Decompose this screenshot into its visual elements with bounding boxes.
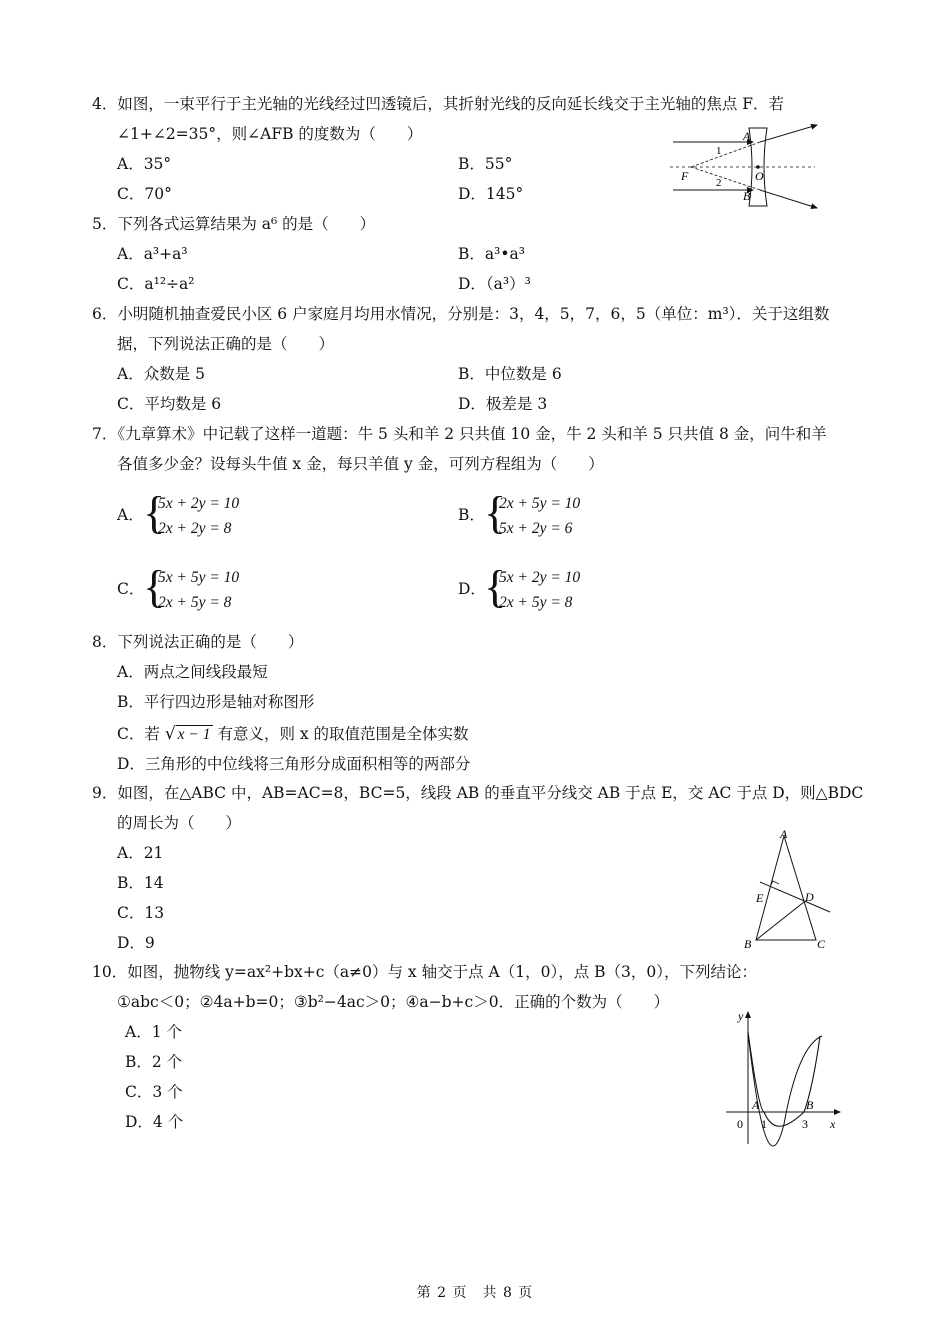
page-footer: 第 2 页 共 8 页	[416, 1285, 534, 1301]
q10-parabola-figure	[722, 1006, 847, 1148]
q9-label-c: C	[817, 937, 826, 951]
q5-option-b: B．a³•a³	[458, 245, 525, 263]
q8-sqrt-sign: √	[164, 724, 176, 744]
q7-stem-line1: 7．《九章算术》中记载了这样一道题：牛 5 头和羊 2 只共值 10 金，牛 2 头和羊 5 只共值 8 金，问牛和羊	[92, 425, 827, 443]
q10-label-1: 1	[761, 1117, 767, 1131]
q9-label-d: D	[805, 890, 814, 904]
q10-option-d: D．4 个	[125, 1113, 184, 1131]
q5-option-c: C．a¹²÷a²	[117, 275, 195, 293]
q10-label-y: y	[738, 1009, 744, 1023]
q8-option-c	[117, 722, 469, 744]
q7-option-b-brace: {	[484, 487, 507, 538]
q10-label-3: 3	[802, 1117, 808, 1131]
q7-a-eq2: 2x + 2y = 8	[158, 520, 232, 537]
q7-option-a-system	[158, 491, 239, 541]
q7-option-d-system	[499, 565, 580, 615]
q8-option-d: D．三角形的中位线将三角形分成面积相等的两部分	[117, 755, 471, 773]
q9-label-e: E	[756, 891, 764, 905]
q6-stem-line2: 据，下列说法正确的是（ ）	[117, 335, 335, 353]
q8-sqrt-radicand: x − 1	[177, 726, 211, 743]
q4-label-b: B	[743, 189, 751, 203]
q7-option-c-label: C．	[117, 580, 145, 598]
q9-label-b: B	[744, 937, 752, 951]
q4-label-a: A	[743, 129, 751, 143]
q4-option-a: A．35°	[117, 155, 172, 173]
q4-option-b: B．55°	[458, 155, 513, 173]
q5-option-d: D．（a³）³	[458, 275, 531, 293]
q4-lens-figure	[665, 120, 825, 215]
q7-c-eq2: 2x + 5y = 8	[158, 594, 232, 611]
q4-label-f: F	[681, 169, 689, 183]
q6-option-a: A．众数是 5	[117, 365, 205, 383]
q10-option-b: B．2 个	[125, 1053, 183, 1071]
q10-stem-line1: 10．如图，抛物线 y=ax²+bx+c（a≠0）与 x 轴交于点 A（1，0），点 B（3，0），下列结论：	[92, 963, 757, 981]
q6-stem-line1: 6．小明随机抽查爱民小区 6 户家庭月均用水情况，分别是：3，4，5，7，6，5（单位：m³）．关于这组数	[92, 305, 830, 323]
q8-option-c-prefix: C．若	[117, 725, 160, 743]
q9-stem-line1: 9．如图，在△ABC 中，AB=AC=8，BC=5，线段 AB 的垂直平分线交 AB 于点 E，交 AC 于点 D，则△BDC	[92, 784, 864, 802]
q7-option-a-brace: {	[143, 487, 166, 538]
q7-d-eq2: 2x + 5y = 8	[499, 594, 573, 611]
q4-stem-line1: 4．如图，一束平行于主光轴的光线经过凹透镜后，其折射光线的反向延长线交于主光轴的焦点 F．若	[92, 95, 785, 113]
q7-c-eq1: 5x + 5y = 10	[158, 569, 240, 586]
q10-label-x: x	[830, 1117, 836, 1131]
q5-option-a: A．a³+a³	[117, 245, 188, 263]
q9-option-c: C．13	[117, 904, 165, 922]
q7-option-d-label: D．	[458, 580, 486, 598]
q7-option-b-label: B．	[458, 506, 485, 524]
q9-option-d: D．9	[117, 934, 155, 952]
q7-a-eq1: 5x + 2y = 10	[158, 495, 240, 512]
q10-option-a: A．1 个	[125, 1023, 182, 1041]
q10-label-a: A	[752, 1098, 760, 1112]
q8-option-b: B．平行四边形是轴对称图形	[117, 693, 315, 711]
q4-label-2: 2	[716, 177, 722, 189]
q7-b-eq1: 2x + 5y = 10	[499, 495, 581, 512]
q8-option-a: A．两点之间线段最短	[117, 663, 268, 681]
q9-option-a: A．21	[117, 844, 164, 862]
q9-option-b: B．14	[117, 874, 164, 892]
q4-option-d: D．145°	[458, 185, 524, 203]
q7-d-eq1: 5x + 2y = 10	[499, 569, 581, 586]
q7-option-c-system	[158, 565, 239, 615]
q7-option-a-label: A．	[117, 506, 144, 524]
q10-option-c: C．3 个	[125, 1083, 183, 1101]
q4-option-c: C．70°	[117, 185, 172, 203]
q6-option-b: B．中位数是 6	[458, 365, 562, 383]
q4-label-o: O	[755, 169, 764, 183]
q7-option-b-system	[499, 491, 580, 541]
q10-stem-line2: ①abc＜0；②4a+b=0；③b²−4ac＞0；④a−b+c＞0．正确的个数为（ ）	[117, 993, 670, 1011]
q8-stem: 8．下列说法正确的是（ ）	[92, 633, 304, 651]
q9-stem-line2: 的周长为（ ）	[117, 814, 242, 832]
q5-stem: 5．下列各式运算结果为 a⁶ 的是（ ）	[92, 215, 376, 233]
q7-option-d-brace: {	[484, 561, 507, 612]
q9-triangle-figure	[738, 826, 838, 952]
q7-stem-line2: 各值多少金？设每头牛值 x 金，每只羊值 y 金，可列方程组为（ ）	[117, 455, 604, 473]
q7-b-eq2: 5x + 2y = 6	[499, 520, 573, 537]
q6-option-c: C．平均数是 6	[117, 395, 222, 413]
q7-option-c-brace: {	[143, 561, 166, 612]
q10-label-0: 0	[737, 1117, 743, 1131]
q4-label-1: 1	[716, 145, 722, 157]
q9-label-a: A	[780, 827, 788, 841]
q8-option-c-rest: 有意义，则 x 的取值范围是全体实数	[217, 725, 469, 743]
q6-option-d: D．极差是 3	[458, 395, 548, 413]
q10-label-b: B	[806, 1098, 814, 1112]
q4-stem-line2: ∠1+∠2=35°，则∠AFB 的度数为（ ）	[117, 125, 423, 143]
